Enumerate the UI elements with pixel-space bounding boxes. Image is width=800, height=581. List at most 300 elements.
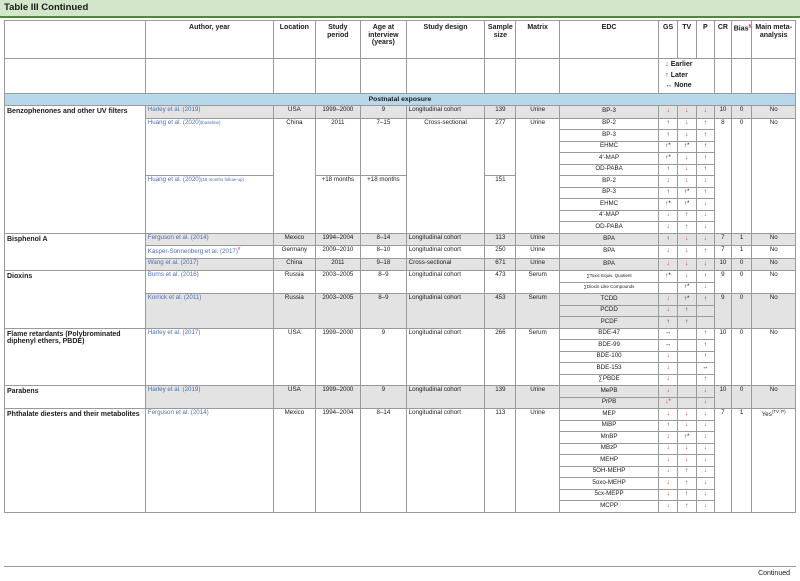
col-tv: TV: [677, 21, 696, 59]
p-arrow: ↓: [696, 386, 715, 398]
tv-arrow: [677, 386, 696, 398]
author-cell: [145, 271, 273, 294]
table-row: [5, 386, 796, 398]
edc-cell: MBzP: [559, 443, 658, 455]
col-sample: Sample size: [485, 21, 516, 59]
author-link[interactable]: Wang et al. (2017): [147, 258, 199, 266]
gs-arrow: ↓: [659, 432, 678, 444]
matrix-cell: Urine: [516, 246, 559, 259]
gs-arrow: ↑: [659, 118, 678, 130]
tv-arrow: ↑*: [677, 294, 696, 306]
age-cell: 8–10: [361, 246, 407, 259]
p-arrow: ↓: [696, 409, 715, 421]
p-arrow: ↑: [696, 130, 715, 142]
table-row: [5, 328, 796, 340]
p-arrow: ↓: [696, 176, 715, 188]
author-link[interactable]: Huang et al. (2020): [147, 118, 201, 126]
tv-arrow: ↓: [677, 455, 696, 467]
gs-arrow: ↓: [659, 222, 678, 234]
gs-arrow: ↓: [659, 386, 678, 398]
design-cell: Longitudinal cohort: [406, 106, 485, 119]
p-arrow: ↑: [696, 294, 715, 306]
gs-arrow: ↑*: [659, 271, 678, 283]
edc-cell: EHMC: [559, 141, 658, 153]
tv-arrow: [677, 374, 696, 386]
gs-arrow: ↑*: [659, 141, 678, 153]
location-cell: Mexico: [274, 233, 315, 246]
edc-cell: PCDF: [559, 317, 658, 329]
cr-cell: 10: [715, 258, 732, 271]
cr-cell: 10: [715, 386, 732, 409]
bias-cell: 1: [731, 246, 752, 259]
gs-arrow: ↓: [659, 363, 678, 375]
bias-cell: 0: [731, 294, 752, 329]
sample-cell: 113: [485, 409, 516, 513]
tv-arrow: ↓: [677, 153, 696, 165]
col-period: Study period: [315, 21, 361, 59]
cr-cell: 8: [715, 118, 732, 233]
edc-cell: ∑Toxic Equiv. Quotient: [559, 271, 658, 283]
bias-cell: 0: [731, 106, 752, 119]
col-location: Location: [274, 21, 315, 59]
location-cell: Germany: [274, 246, 315, 259]
p-arrow: ↓: [696, 489, 715, 501]
sample-cell: 113: [485, 233, 516, 246]
edc-cell: 5OH-MEHP: [559, 466, 658, 478]
author-cell: [145, 294, 273, 329]
edc-cell: BDE-47: [559, 328, 658, 340]
gs-arrow: ↔: [659, 340, 678, 352]
edc-cell: PCDD: [559, 305, 658, 317]
cr-cell: 7: [715, 233, 732, 246]
p-arrow: ↓: [696, 210, 715, 222]
bias-cell: 0: [731, 118, 752, 233]
age-cell: 8–9: [361, 271, 407, 294]
col-cr: CR: [715, 21, 732, 59]
age-cell: 9–18: [361, 258, 407, 271]
gs-arrow: ↑: [659, 317, 678, 329]
tv-arrow: ↓: [677, 118, 696, 130]
tv-arrow: [677, 397, 696, 409]
title-rule: [0, 16, 800, 18]
author-link[interactable]: Kasper-Sonnenberg et al. (2017): [147, 248, 238, 256]
edc-cell: EHMC: [559, 199, 658, 211]
author-link[interactable]: Huang et al. (2020): [147, 176, 201, 183]
cr-cell: 10: [715, 328, 732, 386]
main-cell: [752, 258, 796, 271]
location-cell: Mexico: [274, 409, 315, 513]
p-arrow: ↓: [696, 282, 715, 294]
period-cell: 2009–2010: [315, 246, 361, 259]
sample-cell: 151: [485, 176, 516, 234]
edc-cell: 5oxo-MEHP: [559, 478, 658, 490]
gs-arrow: ↑: [659, 164, 678, 176]
author-link[interactable]: Harley et al. (2017): [147, 328, 201, 336]
bias-cell: 0: [731, 271, 752, 294]
edc-cell: BP-3: [559, 187, 658, 199]
edc-cell: BPA: [559, 258, 658, 271]
period-cell: 1999–2000: [315, 386, 361, 409]
tv-arrow: ↑: [677, 489, 696, 501]
table-row: [5, 106, 796, 119]
location-cell: USA: [274, 386, 315, 409]
age-cell: 9: [361, 328, 407, 386]
p-arrow: ↔: [696, 363, 715, 375]
period-cell: 1999–2000: [315, 328, 361, 386]
sample-cell: 453: [485, 294, 516, 329]
tv-arrow: ↑: [677, 317, 696, 329]
main-note: (TV, P): [771, 409, 786, 414]
cr-cell: 9: [715, 271, 732, 294]
author-link[interactable]: Ferguson et al. (2014): [147, 233, 209, 241]
location-cell: China: [274, 258, 315, 271]
legend-row: [5, 59, 796, 94]
edc-cell: BDE-100: [559, 351, 658, 363]
p-arrow: ↑: [696, 153, 715, 165]
edc-cell: MCPP: [559, 501, 658, 513]
gs-arrow: ↓: [659, 258, 678, 271]
main-value: No: [769, 386, 778, 393]
table-row: [5, 409, 796, 421]
design-cell: Longitudinal cohort: [406, 328, 485, 386]
edc-cell: 5cx-MEPP: [559, 489, 658, 501]
table-title-bar: [0, 0, 800, 16]
main-cell: [752, 294, 796, 329]
author-link[interactable]: Korrick et al. (2011): [147, 294, 202, 301]
category-cell: Parabens: [5, 386, 146, 409]
col-age: Age at interview (years): [361, 21, 407, 59]
design-cell: Longitudinal cohort: [406, 294, 485, 329]
p-arrow: [696, 305, 715, 317]
edc-cell: ∑PBDE: [559, 374, 658, 386]
tv-arrow: [677, 328, 696, 340]
gs-arrow: ↓: [659, 466, 678, 478]
table-title: Table III Continued: [4, 2, 89, 13]
author-link[interactable]: Ferguson et al. (2014): [147, 409, 209, 416]
matrix-cell: Serum: [516, 328, 559, 386]
tv-arrow: ↓: [677, 176, 696, 188]
tv-arrow: ↓: [677, 233, 696, 246]
location-cell: China: [274, 118, 315, 233]
edc-cell: BPA: [559, 246, 658, 259]
edc-cell: 4′-MAP: [559, 153, 658, 165]
category-cell: Bisphenol A: [5, 233, 146, 271]
edc-cell: 4′-MAP: [559, 210, 658, 222]
period-cell: 2011: [315, 118, 361, 176]
p-arrow: ↓: [696, 432, 715, 444]
period-cell: 1999–2000: [315, 106, 361, 119]
design-cell: Cross-sectional: [406, 258, 485, 271]
period-cell: 2003–2005: [315, 294, 361, 329]
design-cell: Cross-sectional: [406, 118, 485, 233]
gs-arrow: ↓: [659, 489, 678, 501]
table-row: [5, 271, 796, 283]
p-arrow: ↑: [696, 340, 715, 352]
period-cell: 1994–2004: [315, 409, 361, 513]
gs-arrow: ↑: [659, 130, 678, 142]
main-cell: [752, 246, 796, 259]
author-link[interactable]: Burns et al. (2016): [147, 271, 199, 278]
age-cell: +18 months: [361, 176, 407, 234]
period-cell: +18 months: [315, 176, 361, 234]
main-cell: [752, 271, 796, 294]
location-cell: Russia: [274, 294, 315, 329]
period-cell: 2003–2005: [315, 271, 361, 294]
tv-arrow: ↑: [677, 305, 696, 317]
tv-arrow: [677, 351, 696, 363]
bias-cell: 0: [731, 328, 752, 386]
main-cell: [752, 386, 796, 409]
location-cell: USA: [274, 328, 315, 386]
main-cell: [752, 106, 796, 119]
edc-cell: BP-3: [559, 106, 658, 119]
edc-cell: BDE-99: [559, 340, 658, 352]
direction-legend: ↓ Earlier ↑ Later ↔ None: [659, 59, 715, 94]
main-value: No: [769, 294, 778, 301]
cr-cell: 7: [715, 246, 732, 259]
table-row: [5, 233, 796, 246]
tv-arrow: ↓: [677, 258, 696, 271]
age-cell: 8–14: [361, 409, 407, 513]
tv-arrow: ↑: [677, 466, 696, 478]
author-cell: [145, 328, 273, 386]
p-arrow: ↑: [696, 118, 715, 130]
edc-cell: BP-3: [559, 130, 658, 142]
author-cell: [145, 386, 273, 409]
gs-arrow: ↓: [659, 478, 678, 490]
gs-arrow: ↓*: [659, 397, 678, 409]
design-cell: Longitudinal cohort: [406, 409, 485, 513]
cr-cell: 9: [715, 294, 732, 329]
p-arrow: ↓: [696, 222, 715, 234]
p-arrow: ↓: [696, 397, 715, 409]
edc-cell: MePB: [559, 386, 658, 398]
edc-cell: OD-PABA: [559, 222, 658, 234]
tv-arrow: ↓: [677, 420, 696, 432]
tv-arrow: [677, 340, 696, 352]
p-arrow: ↑: [696, 141, 715, 153]
header-row: [5, 21, 796, 59]
design-cell: Longitudinal cohort: [406, 246, 485, 259]
main-value: No: [769, 271, 778, 278]
col-design: Study design: [406, 21, 485, 59]
author-link[interactable]: Harley et al. (2019): [147, 106, 201, 113]
gs-arrow: ↑*: [659, 199, 678, 211]
col-bias: Bias§: [731, 21, 752, 59]
p-arrow: ↓: [696, 199, 715, 211]
results-table: [4, 20, 796, 513]
main-value: No: [769, 106, 778, 113]
main-cell: [752, 118, 796, 233]
tv-arrow: ↑: [677, 210, 696, 222]
tv-arrow: ↓: [677, 130, 696, 142]
tv-arrow: ↓: [677, 106, 696, 119]
category-cell: Flame retardants (Polybrominated diphenyl ethers, PBDE): [5, 328, 146, 386]
continued-label: Continued: [758, 570, 790, 577]
gs-arrow: [659, 282, 678, 294]
location-cell: USA: [274, 106, 315, 119]
p-arrow: ↓: [696, 478, 715, 490]
author-cell: [145, 118, 273, 176]
matrix-cell: Urine: [516, 386, 559, 409]
p-arrow: ↓: [696, 501, 715, 513]
edc-cell: ∑Dioxin Like Compounds: [559, 282, 658, 294]
author-cell: [145, 246, 273, 259]
tv-arrow: ↑: [677, 222, 696, 234]
gs-arrow: ↓: [659, 501, 678, 513]
col-main: Main meta-analysis: [752, 21, 796, 59]
cr-cell: 7: [715, 409, 732, 513]
edc-cell: MnBP: [559, 432, 658, 444]
gs-arrow: ↓: [659, 176, 678, 188]
gs-arrow: ↓: [659, 106, 678, 119]
main-value: No: [769, 328, 778, 336]
design-cell: Longitudinal cohort: [406, 271, 485, 294]
edc-cell: TCDD: [559, 294, 658, 306]
main-value: No: [769, 258, 778, 266]
edc-cell: PrPB: [559, 397, 658, 409]
age-cell: 7–15: [361, 118, 407, 176]
cr-cell: 10: [715, 106, 732, 119]
gs-arrow: ↓: [659, 246, 678, 259]
category-cell: Dioxins: [5, 271, 146, 329]
section-header: Postnatal exposure: [5, 94, 796, 106]
p-arrow: ↓: [696, 106, 715, 119]
tv-arrow: ↑*: [677, 141, 696, 153]
p-arrow: ↑: [696, 246, 715, 259]
gs-arrow: ↑: [659, 233, 678, 246]
tv-arrow: ↑: [677, 501, 696, 513]
matrix-cell: Serum: [516, 294, 559, 329]
matrix-cell: Urine: [516, 118, 559, 233]
age-cell: 8–9: [361, 294, 407, 329]
tv-arrow: ↓: [677, 246, 696, 259]
p-arrow: ↓: [696, 420, 715, 432]
main-value: No: [769, 233, 778, 241]
main-value: Yes: [761, 411, 772, 419]
edc-cell: BDE-153: [559, 363, 658, 375]
period-cell: 2011: [315, 258, 361, 271]
tv-arrow: ↓: [677, 409, 696, 421]
gs-arrow: ↓: [659, 455, 678, 467]
tv-arrow: ↓: [677, 443, 696, 455]
p-arrow: ↑: [696, 374, 715, 386]
col-author: Author, year: [145, 21, 273, 59]
tv-arrow: ↑: [677, 478, 696, 490]
p-arrow: ↑: [696, 328, 715, 340]
edc-cell: MEP: [559, 409, 658, 421]
edc-cell: OD-PABA: [559, 164, 658, 176]
gs-arrow: ↓: [659, 351, 678, 363]
tv-arrow: ↑*: [677, 199, 696, 211]
p-arrow: ↑: [696, 187, 715, 199]
gs-arrow: ↓: [659, 294, 678, 306]
col-edc: EDC: [559, 21, 658, 59]
edc-cell: MiBP: [559, 420, 658, 432]
p-arrow: ↓: [696, 455, 715, 467]
col-category: [5, 21, 146, 59]
p-arrow: ↑: [696, 271, 715, 283]
author-cell: [145, 233, 273, 246]
bias-cell: 0: [731, 386, 752, 409]
gs-arrow: ↓: [659, 409, 678, 421]
gs-arrow: ↓: [659, 210, 678, 222]
main-value: No: [769, 246, 778, 253]
p-arrow: ↑: [696, 164, 715, 176]
p-arrow: ↓: [696, 233, 715, 246]
tv-arrow: [677, 363, 696, 375]
bias-cell: 0: [731, 258, 752, 271]
period-cell: 1994–2004: [315, 233, 361, 246]
author-note: (baseline): [200, 119, 221, 125]
author-cell: [145, 106, 273, 119]
tv-arrow: ↑*: [677, 432, 696, 444]
sample-cell: 671: [485, 258, 516, 271]
bottom-rule: [4, 566, 796, 567]
matrix-cell: Urine: [516, 106, 559, 119]
author-link[interactable]: Harley et al. (2019): [147, 386, 201, 393]
design-cell: Longitudinal cohort: [406, 386, 485, 409]
edc-cell: BP-2: [559, 118, 658, 130]
gs-arrow: ↓: [659, 443, 678, 455]
sample-cell: 277: [485, 118, 516, 176]
main-cell: [752, 328, 796, 386]
sample-cell: 139: [485, 106, 516, 119]
author-note: (18 months follow-up): [200, 177, 245, 182]
p-arrow: ↓: [696, 466, 715, 478]
age-cell: 9: [361, 106, 407, 119]
p-arrow: [696, 317, 715, 329]
tv-arrow: ↓: [677, 271, 696, 283]
age-cell: 9: [361, 386, 407, 409]
author-cell: [145, 176, 273, 234]
p-arrow: ↑: [696, 351, 715, 363]
p-arrow: ↓: [696, 443, 715, 455]
gs-arrow: ↑: [659, 187, 678, 199]
main-cell: [752, 409, 796, 513]
col-gs: GS: [659, 21, 678, 59]
edc-cell: MEHP: [559, 455, 658, 467]
bias-cell: 1: [731, 409, 752, 513]
author-cell: [145, 258, 273, 271]
tv-arrow: ↓: [677, 164, 696, 176]
bias-cell: 1: [731, 233, 752, 246]
sample-cell: 266: [485, 328, 516, 386]
col-p: P: [696, 21, 715, 59]
gs-arrow: ↓: [659, 374, 678, 386]
sample-cell: 250: [485, 246, 516, 259]
matrix-cell: Urine: [516, 258, 559, 271]
age-cell: 8–14: [361, 233, 407, 246]
gs-arrow: ↓: [659, 305, 678, 317]
gs-arrow: ↑*: [659, 153, 678, 165]
matrix-cell: Urine: [516, 233, 559, 246]
author-mark: #: [237, 246, 241, 251]
sample-cell: 139: [485, 386, 516, 409]
tv-arrow: ↑*: [677, 187, 696, 199]
main-cell: [752, 233, 796, 246]
sample-cell: 473: [485, 271, 516, 294]
gs-arrow: ↔: [659, 328, 678, 340]
edc-cell: BPA: [559, 233, 658, 246]
col-matrix: Matrix: [516, 21, 559, 59]
matrix-cell: Urine: [516, 409, 559, 513]
category-cell: Phthalate diesters and their metabolites: [5, 409, 146, 513]
category-cell: Benzophenones and other UV filters: [5, 106, 146, 234]
gs-arrow: ↑: [659, 420, 678, 432]
edc-cell: BP-2: [559, 176, 658, 188]
author-cell: [145, 409, 273, 513]
